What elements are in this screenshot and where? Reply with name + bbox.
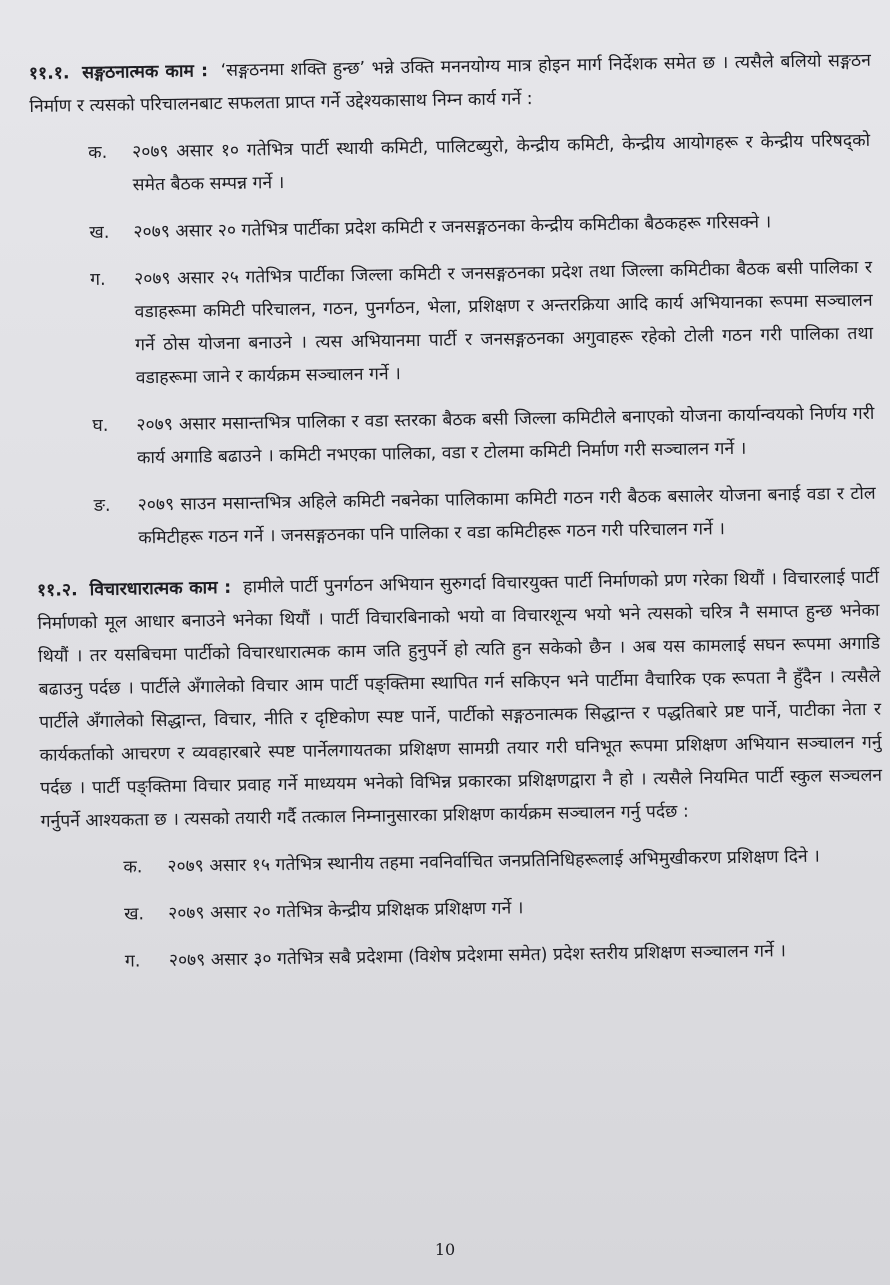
- list-item-marker: क.: [123, 857, 143, 878]
- list-item: [35, 478, 878, 557]
- list-item-marker: क.: [88, 142, 108, 164]
- section-title: सङ्गठनात्मक काम :: [82, 61, 209, 84]
- list-item-marker: ग.: [90, 269, 106, 291]
- list-item-text: २०७९ असार २० गतेभित्र केन्द्रीय प्रशिक्षक प्रशिक्षण गर्ने ।: [167, 898, 524, 924]
- list-item-text: २०७९ साउन मसान्तभित्र अहिले कमिटी नबनेका पालिकामा कमिटी गठन गरी बैठक बसालेर योजना बनाई वडा र टोल कमिटीहरू गठन गर्ने । जनसङ्गठनका पनि पालिका र वडा कमिटीहरू गठन गरी परिचालन गर्ने ।: [137, 483, 876, 549]
- list-item-text: २०७९ असार १५ गतेभित्र स्थानीय तहमा नवनिर्वाचित जनप्रतिनिधिहरूलाई अभिमुखीकरण प्रशिक्षण दिने ।: [167, 846, 821, 877]
- list-item: [34, 398, 877, 477]
- list-item-text: २०७९ असार २० गतेभित्र पार्टीका प्रदेश कमिटी र जनसङ्गठनका केन्द्रीय कमिटीका बैठकहरू गरिसक्ने ।: [133, 212, 772, 243]
- section-number: ११.१.: [28, 63, 70, 84]
- section-ideological-work: [37, 562, 885, 980]
- list-item-text: २०७९ असार मसान्तभित्र पालिका र वडा स्तरका बैठक बसी जिल्ला कमिटीले बनाएको योजना कार्यान्वयको निर्णय गरी कार्य अगाडि बढाउने । कमिटी नभएका पालिका, वडा र टोलमा कमिटी निर्माण गरी सञ्चालन गर्ने ।: [136, 403, 875, 469]
- section-title: विचारधारात्मक काम :: [89, 577, 232, 601]
- list-item-marker: घ.: [92, 415, 109, 437]
- list-item: [42, 887, 884, 933]
- list-item: [31, 205, 873, 251]
- section-intro: ‘सङ्गठनमा शक्ति हुन्छ’ भन्ने उक्ति मननयोग्य मात्र होइन मार्ग निर्देशक समेत छ । त्यसैले बलियो सङ्गठन निर्माण र त्यसको परिचालनबाट सफलता प्राप्त गर्ने उद्देश्यकासाथ निम्न कार्य गर्ने :: [29, 50, 871, 117]
- list-item-marker: ख.: [89, 222, 110, 244]
- list-item-marker: ख.: [124, 904, 145, 925]
- list-item-text: २०७९ असार ३० गतेभित्र सबै प्रदेशमा (विशेष प्रदेशमा समेत) प्रदेश स्तरीय प्रशिक्षण सञ्चालन गर्ने ।: [168, 941, 787, 971]
- section-intro: हामीले पार्टी पुनर्गठन अभियान सुरुगर्दा विचारयुक्त पार्टी निर्माणको प्रण गरेका थियौं । विचारलाई पार्टी निर्माणको मूल आधार बनाउने भनेका थियौं । पार्टी विचारबिनाको भयो वा विचारशून्य भयो भने त्यसको चरित्र नै समाप्त हुन्छ भनेका थियौं । तर यसबिचमा पार्टीको विचारधारात्मक काम जति हुनुपर्ने हो त्यति हुन सकेको छैन । अब यस कामलाई सघन रूपमा अगाडि बढाउनु पर्दछ । पार्टीले अँगालेको विचार आम पार्टी पङ्क्तिमा स्थापित गर्न सकिएन भने पार्टीमा वैचारिक एक रूपता नै हुँदैन । त्यसैले पार्टीले अँगालेको सिद्धान्त, विचार, नीति र दृष्टिकोण स्पष्ट पार्ने, पार्टीको सङ्गठनात्मक सिद्धान्त र पद्धतिबारे प्रष्ट पार्ने, पाटीका नेता र कार्यकर्ताको आचरण र व्यवहारबारे स्पष्ट पार्नेलगायतका प्रशिक्षण सामग्री तयार गरी घनिभूत रूपमा प्रशिक्षण अभियान सञ्चालन गर्नु पर्दछ । पार्टी पङ्क्तिमा विचार प्रवाह गर्ने माध्ययम भनेको विभिन्न प्रकारका प्रशिक्षणद्वारा नै हो । त्यसैले नियमित पार्टी स्कुल सञ्चलन गर्नुपर्ने आश्यकता छ । त्यसको तयारी गर्दै तत्काल निम्नानुसारका प्रशिक्षण कार्यक्रम सञ्चालन गर्नु पर्दछ :: [37, 567, 883, 832]
- section-number: ११.२.: [36, 580, 78, 601]
- page-content: [28, 1, 885, 980]
- section-heading: [29, 45, 872, 124]
- list-item-marker: ङ.: [93, 495, 111, 517]
- section-organizational-work: [29, 45, 879, 557]
- list-item-marker: ग.: [124, 951, 141, 972]
- list-item: [30, 125, 873, 204]
- list-item: [43, 934, 885, 980]
- list-item-text: २०७९ असार २५ गतेभित्र पार्टीका जिल्ला कमिटी र जनसङ्गठनका प्रदेश तथा जिल्ला कमिटीका बैठक बसी पालिका र वडाहरूमा कमिटी परिचालन, गठन, पुनर्गठन, भेला, प्रशिक्षण र अन्तरक्रिया आदि कार्य अभियानका रूपमा सञ्चालन गर्ने ठोस योजना बनाउने । त्यस अभियानमा पार्टी र जनसङ्गठनका अगुवाहरू रहेको टोली गठन गरी पालिका तथा वडाहरूमा जाने र कार्यक्रम सञ्चालन गर्ने ।: [134, 257, 874, 389]
- section-heading: [37, 562, 883, 839]
- list-item: [41, 840, 883, 886]
- list-item-text: २०७९ असार १० गतेभित्र पार्टी स्थायी कमिटी, पालिटब्युरो, केन्द्रीय कमिटी, केन्द्रीय आयोगहरू र केन्द्रीय परिषद्को समेत बैठक सम्पन्न गर्ने ।: [132, 130, 871, 196]
- page-number: 10: [434, 1240, 456, 1259]
- list-item: [32, 252, 876, 397]
